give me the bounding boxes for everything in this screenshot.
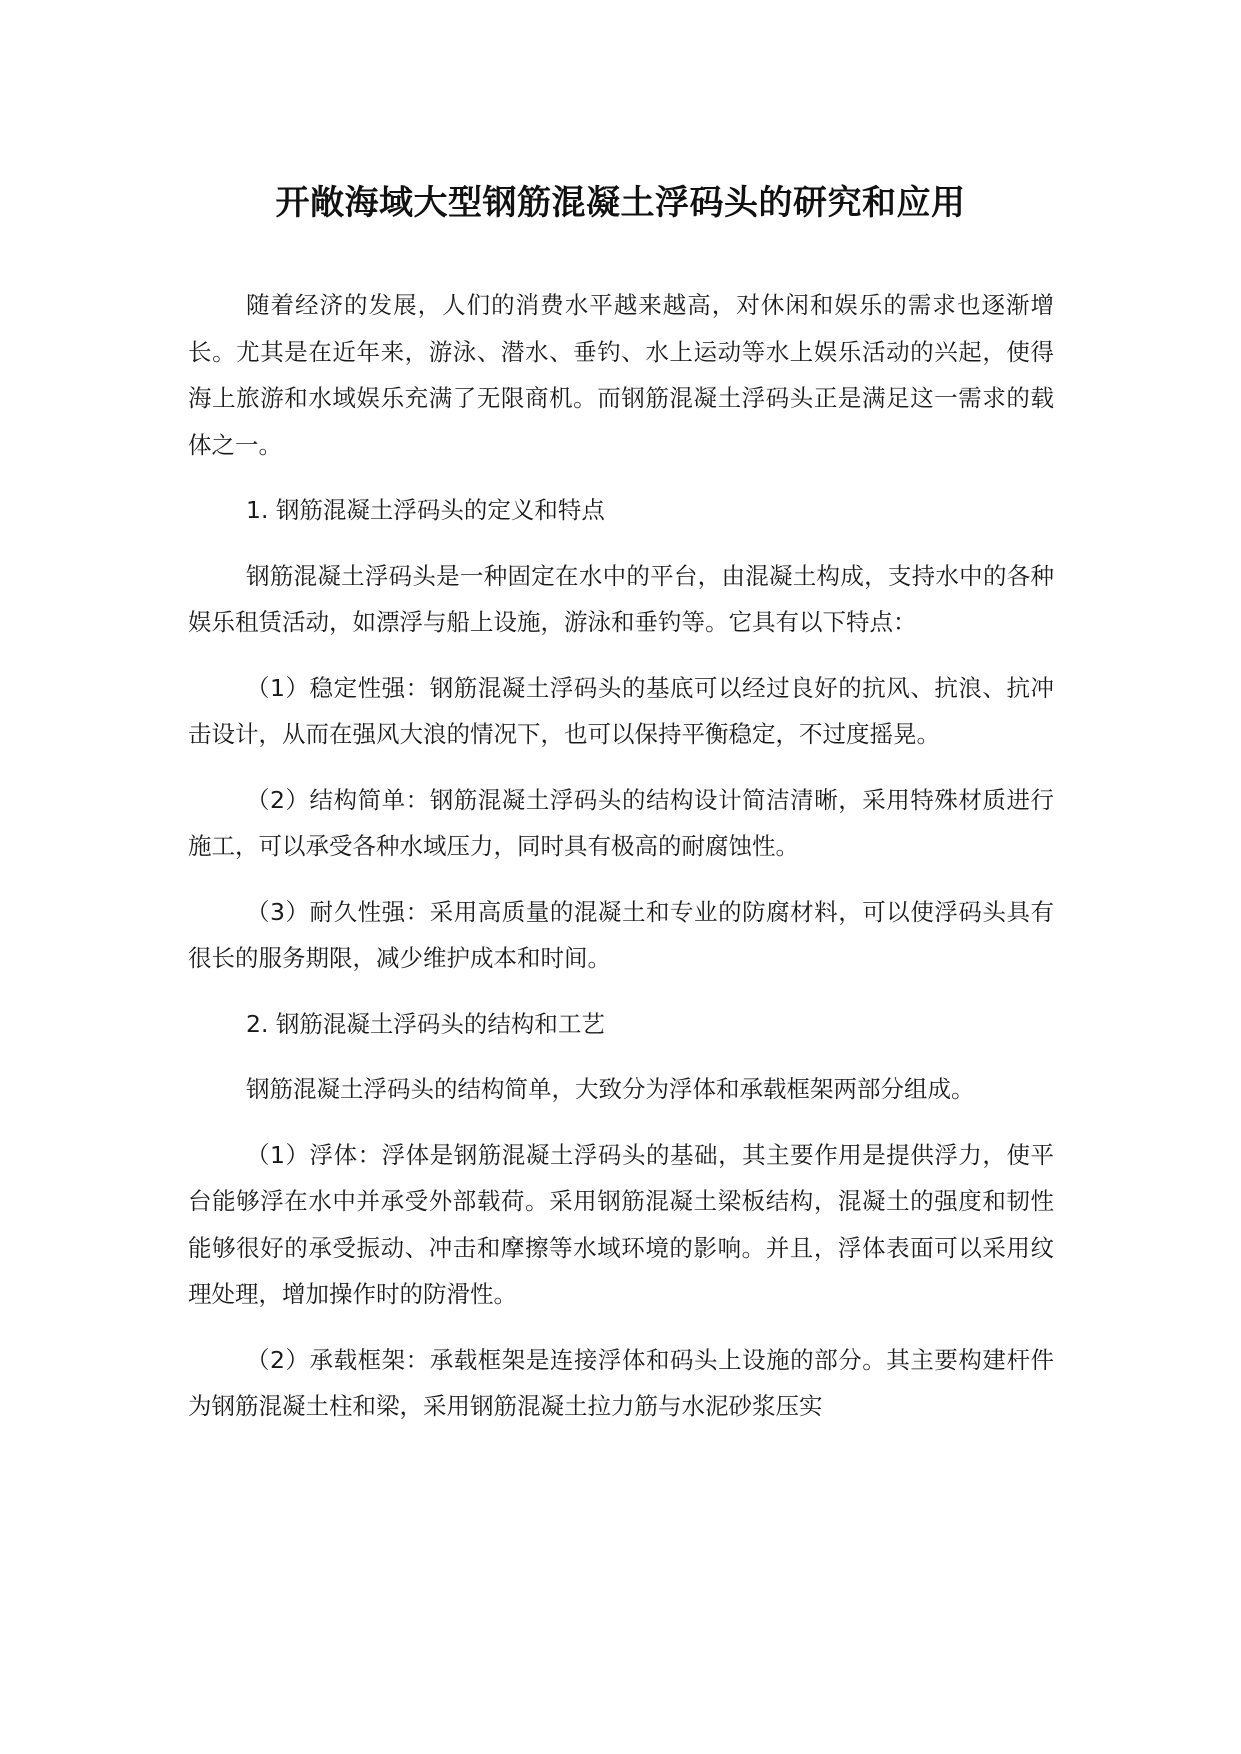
- list-item-durability: （3）耐久性强：采用高质量的混凝土和专业的防腐材料，可以使浮码头具有很长的服务期限，减少维护成本和时间。: [188, 897, 1054, 972]
- document-title: 开敞海域大型钢筋混凝土浮码头的研究和应用: [275, 183, 966, 223]
- document-body: [188, 282, 1054, 1449]
- paragraph-intro: 随着经济的发展，人们的消费水平越来越高，对休闲和娱乐的需求也逐渐增长。尤其是在近年来，游泳、潜水、垂钓、水上运动等水上娱乐活动的兴起，使得海上旅游和水域娱乐充满了无限商机。而钢筋混凝土浮码头正是满足这一需求的载体之一。: [188, 291, 1054, 459]
- list-item-stability: （1）稳定性强：钢筋混凝土浮码头的基底可以经过良好的抗风、抗浪、抗冲击设计，从而在强风大浪的情况下，也可以保持平衡稳定，不过度摇晃。: [188, 673, 1054, 748]
- section-heading-1: 1. 钢筋混凝土浮码头的定义和特点: [246, 496, 605, 524]
- paragraph-structure-overview: 钢筋混凝土浮码头的结构简单，大致分为浮体和承载框架两部分组成。: [246, 1075, 975, 1103]
- list-item-structure: （2）结构简单：钢筋混凝土浮码头的结构设计简洁清晰，采用特殊材质进行施工，可以承受各种水域压力，同时具有极高的耐腐蚀性。: [188, 785, 1054, 860]
- section-heading-2: 2. 钢筋混凝土浮码头的结构和工艺: [246, 1009, 605, 1038]
- list-item-float-body: （1）浮体：浮体是钢筋混凝土浮码头的基础，其主要作用是提供浮力，使平台能够浮在水中并承受外部载荷。采用钢筋混凝土梁板结构，混凝土的强度和韧性能够很好的承受振动、冲击和摩擦等水域环境的影响。并且，浮体表面可以采用纹理处理，增加操作时的防滑性。: [188, 1140, 1054, 1308]
- paragraph-definition: 钢筋混凝土浮码头是一种固定在水中的平台，由混凝土构成，支持水中的各种娱乐租赁活动，如漂浮与船上设施，游泳和垂钓等。它具有以下特点：: [188, 561, 1054, 636]
- list-item-load-frame: （2）承载框架：承载框架是连接浮体和码头上设施的部分。其主要构建杆件为钢筋混凝土柱和梁，采用钢筋混凝土拉力筋与水泥砂浆压实: [188, 1345, 1054, 1420]
